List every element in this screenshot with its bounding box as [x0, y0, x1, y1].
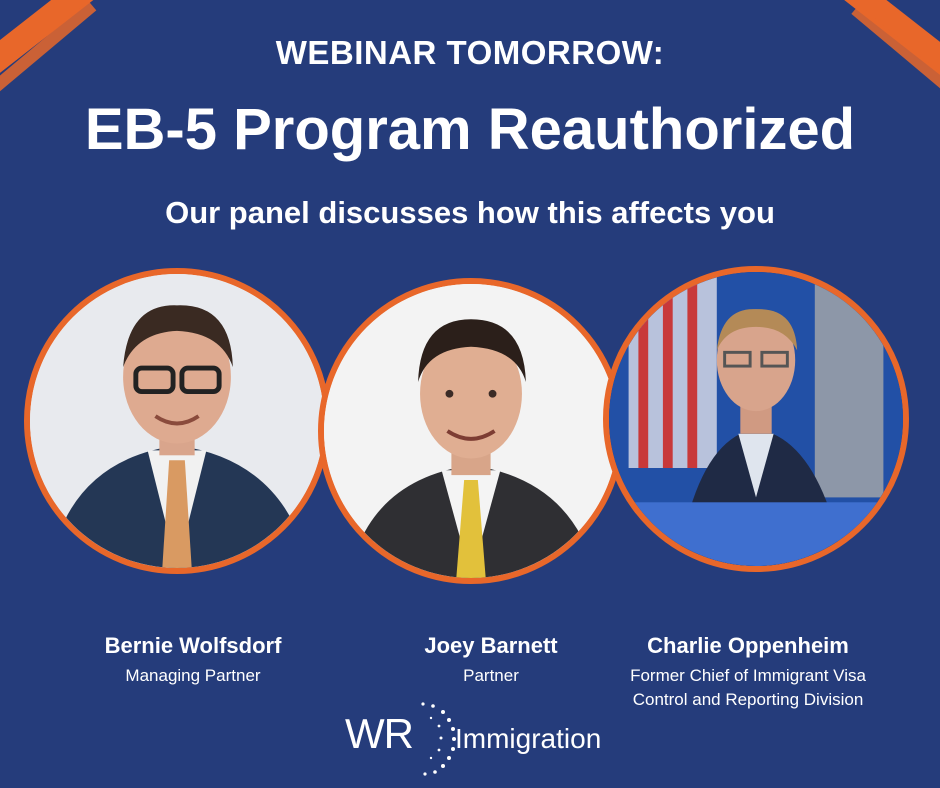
portrait-joey-barnett	[318, 278, 624, 584]
logo-wordmark: Immigration	[455, 723, 602, 754]
panelist-role-charlie-line2: Control and Reporting Division	[632, 690, 864, 709]
page-title: EB-5 Program Reauthorized	[84, 97, 856, 162]
portrait-bernie-wolfsdorf	[24, 268, 330, 574]
page-subtitle: Our panel discusses how this affects you	[165, 195, 775, 230]
wr-immigration-logo	[345, 698, 605, 778]
panelist-role-bernie: Managing Partner	[125, 666, 261, 685]
person-silhouette-3	[609, 272, 903, 566]
person-silhouette-2	[324, 284, 618, 578]
portrait-charlie-oppenheim	[603, 266, 909, 572]
webinar-kicker: WEBINAR TOMORROW:	[275, 34, 665, 71]
logo-mark: WR	[345, 710, 413, 757]
panelist-role-charlie-line1: Former Chief of Immigrant Visa	[630, 666, 866, 685]
panelist-name-charlie: Charlie Oppenheim	[647, 633, 849, 658]
panelist-role-joey: Partner	[463, 666, 519, 685]
panelist-name-joey: Joey Barnett	[424, 633, 558, 658]
person-silhouette-1	[30, 274, 324, 568]
panelist-role-charlie	[595, 664, 901, 712]
panelist-name-bernie: Bernie Wolfsdorf	[104, 633, 282, 658]
